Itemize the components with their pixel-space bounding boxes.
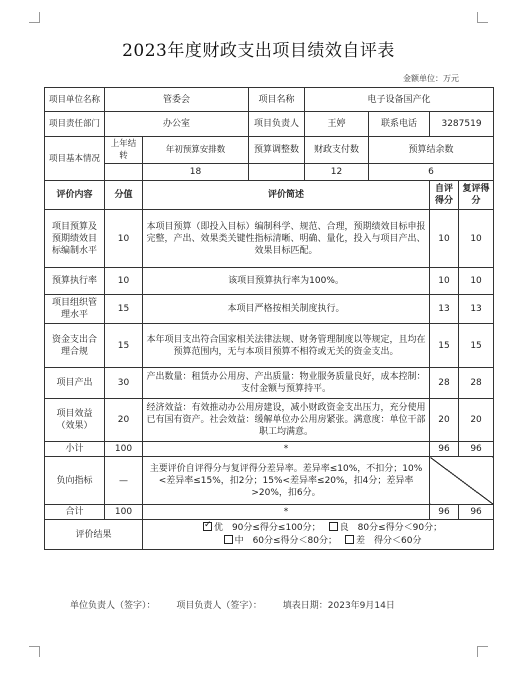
total-star: * bbox=[143, 505, 430, 520]
crop-mark-top-right bbox=[477, 12, 488, 23]
negative-description: 主要评价自评得分与复评得分差异率。差异率≤10%，不扣分；10%<差异率≤15%，扣2分；15%<差异率≤20%，扣4分；差异率>20%，扣6分。 bbox=[143, 457, 430, 505]
table-row bbox=[45, 368, 494, 399]
row-description: 本年项目支出符合国家相关法律法规、财务管理制度以等规定，且均在预算范围内，无与本项目预算不相符或无关的资金支出。 bbox=[143, 324, 430, 368]
table-row bbox=[45, 295, 494, 324]
row-score: 10 bbox=[105, 268, 143, 295]
row-content: 预算执行率 bbox=[45, 268, 105, 295]
subtotal-label: 小计 bbox=[45, 442, 105, 457]
table-row bbox=[45, 268, 494, 295]
amount-unit: 金额单位：万元 bbox=[403, 74, 459, 83]
row-score: 20 bbox=[105, 399, 143, 442]
table-row bbox=[45, 210, 494, 268]
result-label: 评价结果 bbox=[45, 520, 143, 550]
header-content: 评价内容 bbox=[45, 181, 105, 210]
row-score: 10 bbox=[105, 210, 143, 268]
row-score: 15 bbox=[105, 295, 143, 324]
basic-col-paid: 财政支付数 bbox=[305, 137, 369, 164]
result-option-good[interactable]: 良 80分≤得分＜90分； bbox=[329, 522, 442, 535]
result-option-medium[interactable]: 中 60分≤得分＜80分； bbox=[224, 535, 337, 548]
header-description: 评价简述 bbox=[143, 181, 430, 210]
checkbox-icon bbox=[329, 522, 338, 531]
row-self-score: 28 bbox=[430, 368, 459, 399]
negative-score: — bbox=[105, 457, 143, 505]
row-review-score: 13 bbox=[459, 295, 494, 324]
crop-mark-bottom-left bbox=[29, 646, 40, 657]
subtotal-score: 100 bbox=[105, 442, 143, 457]
result-option-excellent[interactable]: ✓优 90分≤得分≤100分； bbox=[203, 522, 321, 535]
evaluation-table bbox=[44, 87, 494, 550]
row-review-score: 28 bbox=[459, 368, 494, 399]
unit-leader-signature: 单位负责人（签字）： bbox=[70, 601, 156, 611]
page-title: 2023年度财政支出项目绩效自评表 bbox=[122, 41, 395, 61]
result-option-poor[interactable]: 差 得分＜60分 bbox=[345, 535, 421, 548]
basic-col-carryover: 上年结转 bbox=[105, 137, 143, 164]
table-row bbox=[45, 324, 494, 368]
row-description: 本项目预算（即投入目标）编制科学、规范、合理，预期绩效目标申报完整，产出、效果类关键性指标清晰、明确、量化，投入与项目产出、效果目标匹配。 bbox=[143, 210, 430, 268]
subtotal-star: * bbox=[143, 442, 430, 457]
row-content: 项目预算及预期绩效目标编制水平 bbox=[45, 210, 105, 268]
basic-val-adjustment bbox=[249, 164, 305, 181]
phone-value: 3287519 bbox=[430, 112, 494, 137]
project-name-label: 项目名称 bbox=[249, 88, 305, 112]
unit-name-label: 项目单位名称 bbox=[45, 88, 105, 112]
project-leader-signature: 项目负责人（签字）： bbox=[176, 601, 262, 611]
row-review-score: 10 bbox=[459, 268, 494, 295]
row-description: 该项目预算执行率为100%。 bbox=[143, 268, 430, 295]
header-self-score: 自评得分 bbox=[430, 181, 459, 210]
fill-date: 填表日期：2023年9月14日 bbox=[282, 601, 395, 611]
row-content: 项目效益（效果） bbox=[45, 399, 105, 442]
row-self-score: 10 bbox=[430, 268, 459, 295]
project-leader-label: 项目负责人 bbox=[249, 112, 305, 137]
total-label: 合计 bbox=[45, 505, 105, 520]
row-self-score: 13 bbox=[430, 295, 459, 324]
row-content: 项目组织管理水平 bbox=[45, 295, 105, 324]
header-score: 分值 bbox=[105, 181, 143, 210]
project-name-value: 电子设备国产化 bbox=[305, 88, 494, 112]
row-review-score: 10 bbox=[459, 210, 494, 268]
basic-info-label: 项目基本情况 bbox=[45, 137, 105, 181]
unit-name-value: 管委会 bbox=[105, 88, 249, 112]
total-review-score: 96 bbox=[459, 505, 494, 520]
row-self-score: 15 bbox=[430, 324, 459, 368]
table-row bbox=[45, 399, 494, 442]
row-review-score: 15 bbox=[459, 324, 494, 368]
row-self-score: 10 bbox=[430, 210, 459, 268]
row-content: 资金支出合理合规 bbox=[45, 324, 105, 368]
row-review-score: 20 bbox=[459, 399, 494, 442]
total-score: 100 bbox=[105, 505, 143, 520]
basic-col-adjustment: 预算调整数 bbox=[249, 137, 305, 164]
total-row bbox=[45, 505, 494, 520]
result-row bbox=[45, 520, 494, 550]
row-content: 项目产出 bbox=[45, 368, 105, 399]
row-score: 15 bbox=[105, 324, 143, 368]
phone-label: 联系电话 bbox=[369, 112, 430, 137]
negative-label: 负向指标 bbox=[45, 457, 105, 505]
negative-diagonal-cell bbox=[430, 457, 494, 505]
responsible-dept-label: 项目责任部门 bbox=[45, 112, 105, 137]
subtotal-review-score: 96 bbox=[459, 442, 494, 457]
basic-val-paid: 12 bbox=[305, 164, 369, 181]
row-description: 本项目严格按相关制度执行。 bbox=[143, 295, 430, 324]
checkbox-icon bbox=[224, 535, 233, 544]
checkbox-icon bbox=[345, 535, 354, 544]
signature-footer bbox=[70, 598, 490, 611]
row-description: 产出数量：租赁办公用房、产出质量：物业服务质量良好，成本控制：支付金额与预算持平。 bbox=[143, 368, 430, 399]
basic-col-balance: 预算结余数 bbox=[369, 137, 494, 164]
result-options bbox=[143, 520, 494, 550]
row-score: 30 bbox=[105, 368, 143, 399]
basic-col-initial-budget: 年初预算安排数 bbox=[143, 137, 249, 164]
basic-val-balance: 6 bbox=[369, 164, 494, 181]
crop-mark-bottom-right bbox=[477, 646, 488, 657]
checkbox-checked-icon bbox=[203, 522, 212, 531]
basic-val-carryover bbox=[105, 164, 143, 181]
header-review-score: 复评得分 bbox=[459, 181, 494, 210]
responsible-dept-value: 办公室 bbox=[105, 112, 249, 137]
crop-mark-top-left bbox=[29, 12, 40, 23]
row-description: 经济效益：有效推动办公用房建设，减小财政资金支出压力，充分使用已有国有资产。社会效益：缓解单位办公用房紧张。满意度：单位干部职工均满意。 bbox=[143, 399, 430, 442]
subtotal-row bbox=[45, 442, 494, 457]
total-self-score: 96 bbox=[430, 505, 459, 520]
subtotal-self-score: 96 bbox=[430, 442, 459, 457]
basic-val-initial-budget: 18 bbox=[143, 164, 249, 181]
negative-indicator-row bbox=[45, 457, 494, 505]
row-self-score: 20 bbox=[430, 399, 459, 442]
project-leader-value: 王婷 bbox=[305, 112, 369, 137]
